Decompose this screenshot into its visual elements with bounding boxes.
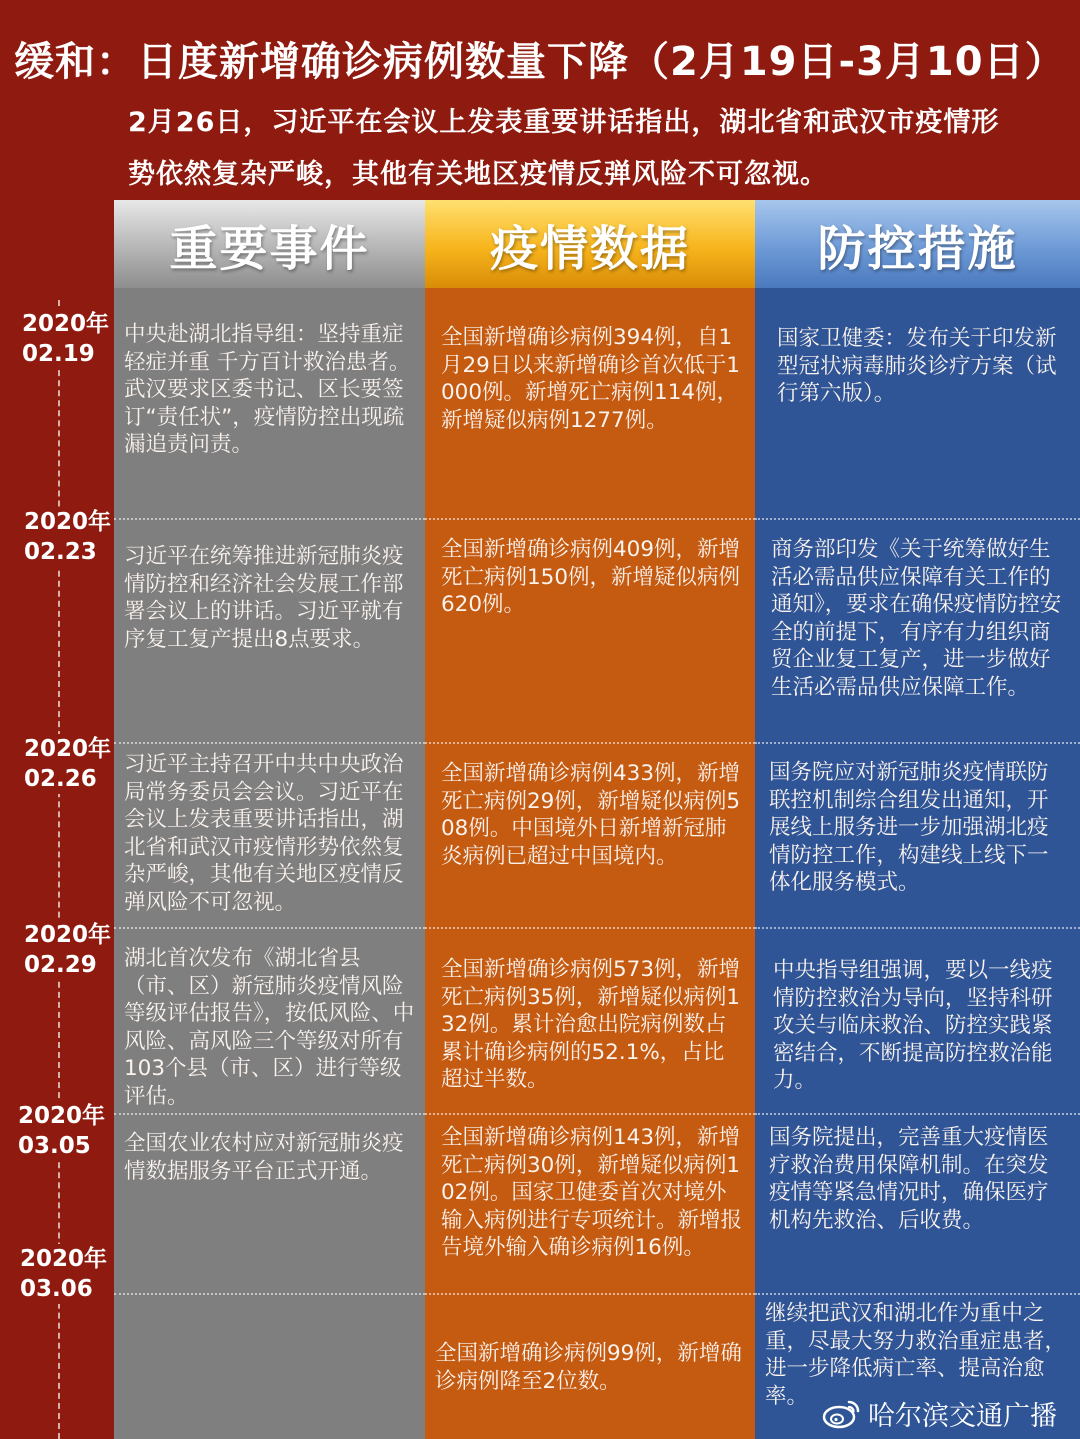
data-column bbox=[425, 200, 755, 1439]
data-cell-0305: 全国新增确诊病例143例，新增死亡病例30例，新增疑似病例102例。国家卫健委首次对境外输入病例进行专项统计。新增报告境外输入确诊病例16例。 bbox=[441, 1125, 743, 1260]
data-header: 疫情数据 bbox=[425, 200, 755, 288]
row-divider bbox=[755, 1113, 1080, 1115]
subtitle-line-1: 2月26日，习近平在会议上发表重要讲话指出，湖北省和武汉市疫情形 bbox=[128, 107, 1000, 138]
measure-cell-0219: 国家卫健委：发布关于印发新型冠状病毒肺炎诊疗方案（试行第六版）。 bbox=[777, 326, 1057, 406]
measures-column bbox=[755, 200, 1080, 1439]
row-divider bbox=[755, 742, 1080, 744]
date-label-0306 bbox=[18, 1244, 109, 1304]
events-header: 重要事件 bbox=[114, 200, 425, 288]
measure-cell-0223: 商务部印发《关于统筹做好生活必需品供应保障有关工作的通知》，要求在确保疫情防控安全的前提下，有序有力组织商贸企业复工复产，进一步做好生活必需品供应保障工作。 bbox=[771, 537, 1062, 700]
data-cell-0306: 全国新增确诊病例99例，新增确诊病例降至2位数。 bbox=[435, 1341, 742, 1394]
date-day: 02.19 bbox=[22, 341, 95, 367]
data-cell-0229: 全国新增确诊病例573例，新增死亡病例35例，新增疑似病例132例。累计治愈出院病例数占累计确诊病例的52.1%，占比超过半数。 bbox=[441, 957, 741, 1092]
row-divider bbox=[114, 518, 425, 520]
row-divider bbox=[425, 1113, 755, 1115]
row-divider bbox=[114, 1113, 425, 1115]
date-label-0226 bbox=[22, 734, 113, 794]
row-divider bbox=[114, 742, 425, 744]
row-divider bbox=[755, 1293, 1080, 1295]
measures-header: 防控措施 bbox=[755, 200, 1080, 288]
date-year: 2020年 bbox=[24, 736, 112, 762]
measure-cell-0229: 中央指导组强调，要以一线疫情防控救治为导向，坚持科研攻关与临床救治、防控实践紧密结合，不断提高防控救治能力。 bbox=[773, 958, 1053, 1093]
date-day: 03.06 bbox=[20, 1276, 93, 1302]
date-label-0229 bbox=[22, 920, 113, 980]
row-divider bbox=[425, 927, 755, 929]
row-divider bbox=[114, 927, 425, 929]
events-column bbox=[114, 200, 425, 1439]
date-day: 02.23 bbox=[24, 539, 97, 565]
page-title: 缓和：日度新增确诊病例数量下降（2月19日-3月10日） bbox=[14, 39, 1066, 85]
watermark-text: 哈尔滨交通广播 bbox=[868, 1401, 1057, 1432]
date-year: 2020年 bbox=[24, 922, 112, 948]
date-year: 2020年 bbox=[24, 509, 112, 535]
date-label-0219 bbox=[20, 309, 111, 369]
measure-cell-0305: 国务院提出，完善重大疫情医疗救治费用保障机制。在突发疫情等紧急情况时，确保医疗机构先救治、后收费。 bbox=[769, 1125, 1049, 1233]
data-cell-0226: 全国新增确诊病例433例，新增死亡病例29例，新增疑似病例508例。中国境外日新增新冠肺炎病例已超过中国境内。 bbox=[441, 761, 741, 869]
data-cell-0223: 全国新增确诊病例409例，新增死亡病例150例，新增疑似病例620例。 bbox=[441, 537, 741, 617]
date-label-0223 bbox=[22, 507, 113, 567]
row-divider bbox=[425, 1293, 755, 1295]
row-divider bbox=[114, 1293, 425, 1295]
date-label-0305 bbox=[16, 1101, 107, 1161]
date-year: 2020年 bbox=[20, 1246, 108, 1272]
row-divider bbox=[425, 518, 755, 520]
date-year: 2020年 bbox=[22, 311, 110, 337]
row-divider bbox=[425, 742, 755, 744]
weibo-icon bbox=[822, 1398, 862, 1430]
event-cell-0229: 湖北首次发布《湖北省县（市、区）新冠肺炎疫情风险等级评估报告》，按低风险、中风险、高风险三个等级对所有103个县（市、区）进行等级评估。 bbox=[124, 946, 415, 1109]
event-cell-0223: 习近平在统筹推进新冠肺炎疫情防控和经济社会发展工作部署会议上的讲话。习近平就有序复工复产提出8点要求。 bbox=[124, 544, 404, 652]
watermark bbox=[822, 1394, 1057, 1433]
date-day: 03.05 bbox=[18, 1133, 91, 1159]
row-divider bbox=[755, 518, 1080, 520]
measure-cell-0226: 国务院应对新冠肺炎疫情联防联控机制综合组发出通知，开展线上服务进一步加强湖北疫情防控工作，构建线上线下一体化服务模式。 bbox=[769, 760, 1049, 895]
row-divider bbox=[755, 927, 1080, 929]
event-cell-0219: 中央赴湖北指导组：坚持重症轻症并重 千方百计救治患者。 武汉要求区委书记、区长要签订“责任状”，疫情防控出现疏漏追责问责。 bbox=[124, 322, 411, 457]
measure-cell-0306: 继续把武汉和湖北作为重中之重，尽最大努力救治重症患者，进一步降低病亡率、提高治愈率。 bbox=[765, 1301, 1067, 1409]
event-cell-0305: 全国农业农村应对新冠肺炎疫情数据服务平台正式开通。 bbox=[124, 1131, 404, 1184]
event-cell-0226: 习近平主持召开中共中央政治局常务委员会会议。习近平在会议上发表重要讲话指出，湖北省和武汉市疫情形势依然复杂严峻，其他有关地区疫情反弹风险不可忽视。 bbox=[124, 752, 404, 915]
subtitle-line-2: 势依然复杂严峻，其他有关地区疫情反弹风险不可忽视。 bbox=[128, 159, 828, 190]
date-year: 2020年 bbox=[18, 1103, 106, 1129]
data-cell-0219: 全国新增确诊病例394例，自1月29日以来新增确诊首次低于1000例。新增死亡病例114例，新增疑似病例1277例。 bbox=[441, 325, 741, 433]
date-day: 02.29 bbox=[24, 952, 97, 978]
date-day: 02.26 bbox=[24, 766, 97, 792]
